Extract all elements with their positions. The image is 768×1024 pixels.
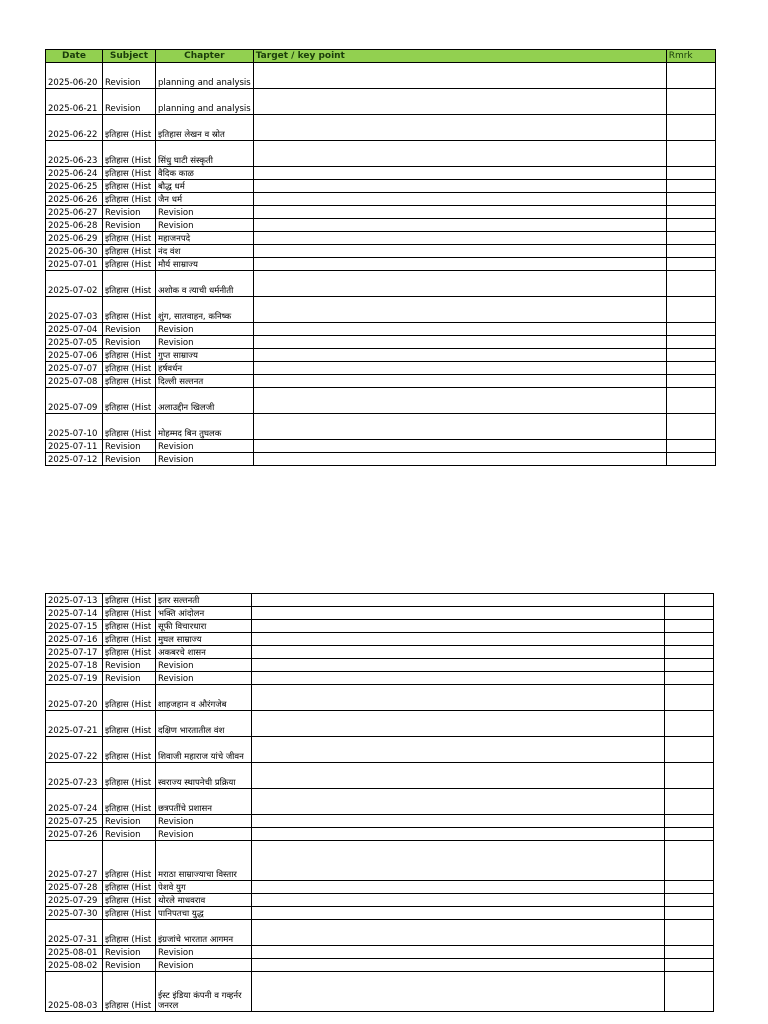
target-cell[interactable] xyxy=(252,907,665,920)
subject-cell[interactable]: इतिहास (Hist xyxy=(103,375,156,388)
chapter-cell[interactable]: सिंधु घाटी संस्कृती xyxy=(156,141,254,167)
target-cell[interactable] xyxy=(253,349,666,362)
table-row xyxy=(46,763,714,789)
table-row xyxy=(46,894,714,907)
date-cell[interactable]: 2025-08-02 xyxy=(46,959,103,972)
target-cell[interactable] xyxy=(252,946,665,959)
table-row xyxy=(46,828,714,841)
target-cell[interactable] xyxy=(253,180,666,193)
remark-cell[interactable] xyxy=(665,659,714,672)
subject-cell[interactable]: इतिहास (Hist xyxy=(103,349,156,362)
subject-cell[interactable]: इतिहास (Hist xyxy=(103,245,156,258)
date-cell[interactable]: 2025-07-16 xyxy=(46,633,103,646)
remark-cell[interactable] xyxy=(666,167,715,180)
chapter-cell[interactable]: दिल्ली सल्तनत xyxy=(156,375,254,388)
subject-cell[interactable]: इतिहास (Hist xyxy=(103,115,156,141)
chapter-cell[interactable]: Revision xyxy=(156,828,252,841)
remark-cell[interactable] xyxy=(665,894,714,907)
subject-cell[interactable]: इतिहास (Hist xyxy=(103,789,156,815)
target-cell[interactable] xyxy=(253,271,666,297)
header-target: Target / key point xyxy=(253,50,666,63)
table-row xyxy=(46,737,714,763)
chapter-cell[interactable]: शाहजहान व औरंगजेब xyxy=(156,685,252,711)
remark-cell[interactable] xyxy=(665,959,714,972)
remark-cell[interactable] xyxy=(665,881,714,894)
target-cell[interactable] xyxy=(253,219,666,232)
table-row xyxy=(46,336,716,349)
date-cell[interactable]: 2025-07-06 xyxy=(46,349,103,362)
chapter-cell[interactable]: अशोक व त्याची धर्मनीती xyxy=(156,271,254,297)
remark-cell[interactable] xyxy=(665,815,714,828)
remark-cell[interactable] xyxy=(665,789,714,815)
remark-cell[interactable] xyxy=(665,685,714,711)
chapter-cell[interactable]: मौर्य साम्राज्य xyxy=(156,258,254,271)
date-cell[interactable]: 2025-07-21 xyxy=(46,711,103,737)
table-row xyxy=(46,141,716,167)
chapter-cell[interactable]: Revision xyxy=(156,440,254,453)
chapter-cell[interactable]: अलाउद्दीन खिलजी xyxy=(156,388,254,414)
chapter-cell[interactable]: स्वराज्य स्थापनेची प्रक्रिया xyxy=(156,763,252,789)
remark-cell[interactable] xyxy=(666,206,715,219)
date-cell[interactable]: 2025-07-14 xyxy=(46,607,103,620)
subject-cell[interactable]: Revision xyxy=(103,440,156,453)
table-row xyxy=(46,180,716,193)
date-cell[interactable]: 2025-07-13 xyxy=(46,594,103,607)
date-cell[interactable]: 2025-07-25 xyxy=(46,815,103,828)
schedule-table-top xyxy=(45,49,716,466)
subject-cell[interactable]: इतिहास (Hist xyxy=(103,141,156,167)
remark-cell[interactable] xyxy=(666,245,715,258)
date-cell[interactable]: 2025-06-26 xyxy=(46,193,103,206)
remark-cell[interactable] xyxy=(665,594,714,607)
target-cell[interactable] xyxy=(252,763,665,789)
target-cell[interactable] xyxy=(252,881,665,894)
subject-cell[interactable]: Revision xyxy=(103,206,156,219)
subject-cell[interactable]: Revision xyxy=(103,815,156,828)
target-cell[interactable] xyxy=(252,633,665,646)
chapter-cell[interactable]: इंग्रजांचे भारतात आगमन xyxy=(156,920,252,946)
remark-cell[interactable] xyxy=(666,141,715,167)
subject-cell[interactable]: इतिहास (Hist xyxy=(103,271,156,297)
table-row xyxy=(46,388,716,414)
remark-cell[interactable] xyxy=(665,620,714,633)
subject-cell[interactable]: इतिहास (Hist xyxy=(103,920,156,946)
date-cell[interactable]: 2025-07-23 xyxy=(46,763,103,789)
date-cell[interactable]: 2025-08-03 xyxy=(46,972,103,1012)
chapter-cell[interactable]: Revision xyxy=(156,453,254,466)
subject-cell[interactable]: इतिहास (Hist xyxy=(103,894,156,907)
date-cell[interactable]: 2025-07-05 xyxy=(46,336,103,349)
date-cell[interactable]: 2025-07-15 xyxy=(46,620,103,633)
chapter-cell[interactable]: पानिपतचा युद्ध xyxy=(156,907,252,920)
target-cell[interactable] xyxy=(253,323,666,336)
remark-cell[interactable] xyxy=(666,63,715,89)
table-row xyxy=(46,907,714,920)
header-row xyxy=(46,50,716,63)
date-cell[interactable]: 2025-07-08 xyxy=(46,375,103,388)
remark-cell[interactable] xyxy=(666,271,715,297)
target-cell[interactable] xyxy=(252,789,665,815)
chapter-cell[interactable]: Revision xyxy=(156,219,254,232)
subject-cell[interactable]: इतिहास (Hist xyxy=(103,297,156,323)
subject-cell[interactable]: Revision xyxy=(103,959,156,972)
remark-cell[interactable] xyxy=(666,362,715,375)
table-row xyxy=(46,711,714,737)
schedule-table-bottom xyxy=(45,593,714,1012)
table-row xyxy=(46,219,716,232)
subject-cell[interactable]: इतिहास (Hist xyxy=(103,907,156,920)
chapter-cell[interactable]: भक्ति आंदोलन xyxy=(156,607,252,620)
subject-cell[interactable]: इतिहास (Hist xyxy=(103,180,156,193)
remark-cell[interactable] xyxy=(665,737,714,763)
remark-cell[interactable] xyxy=(666,297,715,323)
date-cell[interactable]: 2025-07-03 xyxy=(46,297,103,323)
table-row xyxy=(46,946,714,959)
chapter-cell[interactable]: इतर सल्तनती xyxy=(156,594,252,607)
target-cell[interactable] xyxy=(253,115,666,141)
chapter-cell[interactable]: Revision xyxy=(156,946,252,959)
table-row xyxy=(46,258,716,271)
chapter-cell[interactable]: इतिहास लेखन व स्रोत xyxy=(156,115,254,141)
chapter-cell[interactable]: शिवाजी महाराज यांचे जीवन xyxy=(156,737,252,763)
table-row xyxy=(46,841,714,881)
target-cell[interactable] xyxy=(252,737,665,763)
table-row xyxy=(46,271,716,297)
table-row xyxy=(46,607,714,620)
table-row xyxy=(46,659,714,672)
chapter-cell[interactable]: मराठा साम्राज्याचा विस्तार xyxy=(156,841,252,881)
remark-cell[interactable] xyxy=(666,375,715,388)
chapter-cell[interactable]: पेशवे युग xyxy=(156,881,252,894)
target-cell[interactable] xyxy=(253,453,666,466)
date-cell[interactable]: 2025-07-09 xyxy=(46,388,103,414)
target-cell[interactable] xyxy=(253,245,666,258)
remark-cell[interactable] xyxy=(666,414,715,440)
subject-cell[interactable]: Revision xyxy=(103,323,156,336)
target-cell[interactable] xyxy=(253,375,666,388)
chapter-cell[interactable]: वैदिक काळ xyxy=(156,167,254,180)
date-cell[interactable]: 2025-07-04 xyxy=(46,323,103,336)
date-cell[interactable]: 2025-06-20 xyxy=(46,63,103,89)
table-row xyxy=(46,920,714,946)
chapter-cell[interactable]: Revision xyxy=(156,672,252,685)
target-cell[interactable] xyxy=(253,167,666,180)
table-row xyxy=(46,633,714,646)
table-row xyxy=(46,646,714,659)
remark-cell[interactable] xyxy=(665,633,714,646)
remark-cell[interactable] xyxy=(665,946,714,959)
date-cell[interactable]: 2025-06-21 xyxy=(46,89,103,115)
table-row xyxy=(46,115,716,141)
date-cell[interactable]: 2025-07-12 xyxy=(46,453,103,466)
remark-cell[interactable] xyxy=(666,323,715,336)
target-cell[interactable] xyxy=(252,620,665,633)
table-row xyxy=(46,881,714,894)
remark-cell[interactable] xyxy=(666,219,715,232)
header-remark: Rmrk xyxy=(666,50,715,63)
remark-cell[interactable] xyxy=(666,115,715,141)
chapter-cell[interactable]: थोरले माधवराव xyxy=(156,894,252,907)
remark-cell[interactable] xyxy=(666,89,715,115)
target-cell[interactable] xyxy=(253,193,666,206)
date-cell[interactable]: 2025-07-24 xyxy=(46,789,103,815)
table-row xyxy=(46,685,714,711)
subject-cell[interactable]: इतिहास (Hist xyxy=(103,841,156,881)
remark-cell[interactable] xyxy=(666,258,715,271)
date-cell[interactable]: 2025-07-22 xyxy=(46,737,103,763)
date-cell[interactable]: 2025-07-18 xyxy=(46,659,103,672)
target-cell[interactable] xyxy=(252,607,665,620)
subject-cell[interactable]: इतिहास (Hist xyxy=(103,763,156,789)
subject-cell[interactable]: इतिहास (Hist xyxy=(103,620,156,633)
subject-cell[interactable]: इतिहास (Hist xyxy=(103,594,156,607)
target-cell[interactable] xyxy=(253,414,666,440)
date-cell[interactable]: 2025-06-25 xyxy=(46,180,103,193)
table-row xyxy=(46,323,716,336)
target-cell[interactable] xyxy=(252,815,665,828)
remark-cell[interactable] xyxy=(665,828,714,841)
chapter-cell[interactable]: नंद वंश xyxy=(156,245,254,258)
target-cell[interactable] xyxy=(253,297,666,323)
target-cell[interactable] xyxy=(253,336,666,349)
table-row xyxy=(46,193,716,206)
target-cell[interactable] xyxy=(253,440,666,453)
remark-cell[interactable] xyxy=(666,440,715,453)
table-row xyxy=(46,297,716,323)
date-cell[interactable]: 2025-07-27 xyxy=(46,841,103,881)
remark-cell[interactable] xyxy=(666,388,715,414)
chapter-cell[interactable]: हर्षवर्धन xyxy=(156,362,254,375)
table-row xyxy=(46,232,716,245)
target-cell[interactable] xyxy=(252,672,665,685)
table-row xyxy=(46,440,716,453)
subject-cell[interactable]: Revision xyxy=(103,453,156,466)
table-row xyxy=(46,362,716,375)
chapter-cell[interactable]: सूफी विचारधारा xyxy=(156,620,252,633)
remark-cell[interactable] xyxy=(665,672,714,685)
chapter-cell[interactable]: मुघल साम्राज्य xyxy=(156,633,252,646)
date-cell[interactable]: 2025-06-29 xyxy=(46,232,103,245)
table-row xyxy=(46,414,716,440)
subject-cell[interactable]: इतिहास (Hist xyxy=(103,711,156,737)
target-cell[interactable] xyxy=(252,828,665,841)
subject-cell[interactable]: इतिहास (Hist xyxy=(103,633,156,646)
subject-cell[interactable]: इतिहास (Hist xyxy=(103,232,156,245)
subject-cell[interactable]: Revision xyxy=(103,89,156,115)
table-row xyxy=(46,349,716,362)
chapter-cell[interactable]: शुंग, सातवाहन, कनिष्क xyxy=(156,297,254,323)
chapter-cell[interactable]: गुप्त साम्राज्य xyxy=(156,349,254,362)
table-row xyxy=(46,245,716,258)
chapter-cell[interactable]: अकबरचे शासन xyxy=(156,646,252,659)
remark-cell[interactable] xyxy=(665,763,714,789)
chapter-cell[interactable]: Revision xyxy=(156,336,254,349)
chapter-cell[interactable]: ईस्ट इंडिया कंपनी व गव्हर्नर जनरल xyxy=(156,972,252,1012)
date-cell[interactable]: 2025-07-28 xyxy=(46,881,103,894)
date-cell[interactable]: 2025-07-11 xyxy=(46,440,103,453)
table-row xyxy=(46,453,716,466)
date-cell[interactable]: 2025-06-23 xyxy=(46,141,103,167)
subject-cell[interactable]: इतिहास (Hist xyxy=(103,258,156,271)
chapter-cell[interactable]: planning and analysis xyxy=(156,63,254,89)
table-row xyxy=(46,815,714,828)
remark-cell[interactable] xyxy=(666,193,715,206)
date-cell[interactable]: 2025-06-22 xyxy=(46,115,103,141)
chapter-cell[interactable]: Revision xyxy=(156,323,254,336)
subject-cell[interactable]: इतिहास (Hist xyxy=(103,167,156,180)
date-cell[interactable]: 2025-06-30 xyxy=(46,245,103,258)
chapter-cell[interactable]: दक्षिण भारतातील वंश xyxy=(156,711,252,737)
chapter-cell[interactable]: बौद्ध धर्म xyxy=(156,180,254,193)
date-cell[interactable]: 2025-07-31 xyxy=(46,920,103,946)
date-cell[interactable]: 2025-07-02 xyxy=(46,271,103,297)
table-row xyxy=(46,959,714,972)
chapter-cell[interactable]: छत्रपतींचे प्रशासन xyxy=(156,789,252,815)
target-cell[interactable] xyxy=(252,972,665,1012)
target-cell[interactable] xyxy=(252,594,665,607)
subject-cell[interactable]: इतिहास (Hist xyxy=(103,193,156,206)
table-row xyxy=(46,972,714,1012)
date-cell[interactable]: 2025-07-20 xyxy=(46,685,103,711)
date-cell[interactable]: 2025-06-27 xyxy=(46,206,103,219)
subject-cell[interactable]: इतिहास (Hist xyxy=(103,607,156,620)
target-cell[interactable] xyxy=(252,659,665,672)
date-cell[interactable]: 2025-07-30 xyxy=(46,907,103,920)
subject-cell[interactable]: Revision xyxy=(103,828,156,841)
remark-cell[interactable] xyxy=(665,972,714,1012)
subject-cell[interactable]: इतिहास (Hist xyxy=(103,972,156,1012)
remark-cell[interactable] xyxy=(666,180,715,193)
date-cell[interactable]: 2025-07-29 xyxy=(46,894,103,907)
date-cell[interactable]: 2025-07-01 xyxy=(46,258,103,271)
remark-cell[interactable] xyxy=(666,349,715,362)
target-cell[interactable] xyxy=(253,141,666,167)
table-row xyxy=(46,167,716,180)
remark-cell[interactable] xyxy=(665,607,714,620)
target-cell[interactable] xyxy=(252,646,665,659)
chapter-cell[interactable]: Revision xyxy=(156,206,254,219)
subject-cell[interactable]: Revision xyxy=(103,946,156,959)
subject-cell[interactable]: इतिहास (Hist xyxy=(103,685,156,711)
chapter-cell[interactable]: Revision xyxy=(156,959,252,972)
target-cell[interactable] xyxy=(252,959,665,972)
table-row xyxy=(46,594,714,607)
subject-cell[interactable]: इतिहास (Hist xyxy=(103,881,156,894)
target-cell[interactable] xyxy=(253,232,666,245)
date-cell[interactable]: 2025-07-26 xyxy=(46,828,103,841)
subject-cell[interactable]: इतिहास (Hist xyxy=(103,414,156,440)
subject-cell[interactable]: Revision xyxy=(103,672,156,685)
remark-cell[interactable] xyxy=(665,646,714,659)
table-row xyxy=(46,672,714,685)
target-cell[interactable] xyxy=(253,206,666,219)
chapter-cell[interactable]: planning and analysis xyxy=(156,89,254,115)
subject-cell[interactable]: इतिहास (Hist xyxy=(103,646,156,659)
remark-cell[interactable] xyxy=(665,907,714,920)
header-chapter: Chapter xyxy=(156,50,254,63)
target-cell[interactable] xyxy=(253,258,666,271)
table-row xyxy=(46,89,716,115)
subject-cell[interactable]: Revision xyxy=(103,219,156,232)
target-cell[interactable] xyxy=(253,89,666,115)
table-row xyxy=(46,375,716,388)
target-cell[interactable] xyxy=(252,711,665,737)
chapter-cell[interactable]: महाजनपदे xyxy=(156,232,254,245)
target-cell[interactable] xyxy=(253,362,666,375)
table-row xyxy=(46,63,716,89)
remark-cell[interactable] xyxy=(666,232,715,245)
date-cell[interactable]: 2025-08-01 xyxy=(46,946,103,959)
date-cell[interactable]: 2025-07-07 xyxy=(46,362,103,375)
subject-cell[interactable]: इतिहास (Hist xyxy=(103,388,156,414)
date-cell[interactable]: 2025-06-24 xyxy=(46,167,103,180)
table-row xyxy=(46,789,714,815)
target-cell[interactable] xyxy=(252,920,665,946)
table-row xyxy=(46,206,716,219)
subject-cell[interactable]: Revision xyxy=(103,336,156,349)
remark-cell[interactable] xyxy=(666,453,715,466)
header-subject: Subject xyxy=(103,50,156,63)
header-date: Date xyxy=(46,50,103,63)
date-cell[interactable]: 2025-07-19 xyxy=(46,672,103,685)
chapter-cell[interactable]: जैन धर्म xyxy=(156,193,254,206)
chapter-cell[interactable]: Revision xyxy=(156,815,252,828)
subject-cell[interactable]: इतिहास (Hist xyxy=(103,737,156,763)
date-cell[interactable]: 2025-06-28 xyxy=(46,219,103,232)
target-cell[interactable] xyxy=(253,388,666,414)
remark-cell[interactable] xyxy=(666,336,715,349)
target-cell[interactable] xyxy=(252,685,665,711)
date-cell[interactable]: 2025-07-10 xyxy=(46,414,103,440)
table-row xyxy=(46,620,714,633)
chapter-cell[interactable]: Revision xyxy=(156,659,252,672)
subject-cell[interactable]: Revision xyxy=(103,63,156,89)
remark-cell[interactable] xyxy=(665,711,714,737)
date-cell[interactable]: 2025-07-17 xyxy=(46,646,103,659)
subject-cell[interactable]: इतिहास (Hist xyxy=(103,362,156,375)
remark-cell[interactable] xyxy=(665,920,714,946)
chapter-cell[interactable]: मोहम्मद बिन तुघलक xyxy=(156,414,254,440)
target-cell[interactable] xyxy=(253,63,666,89)
target-cell[interactable] xyxy=(252,894,665,907)
subject-cell[interactable]: Revision xyxy=(103,659,156,672)
target-cell[interactable] xyxy=(252,841,665,881)
remark-cell[interactable] xyxy=(665,841,714,881)
